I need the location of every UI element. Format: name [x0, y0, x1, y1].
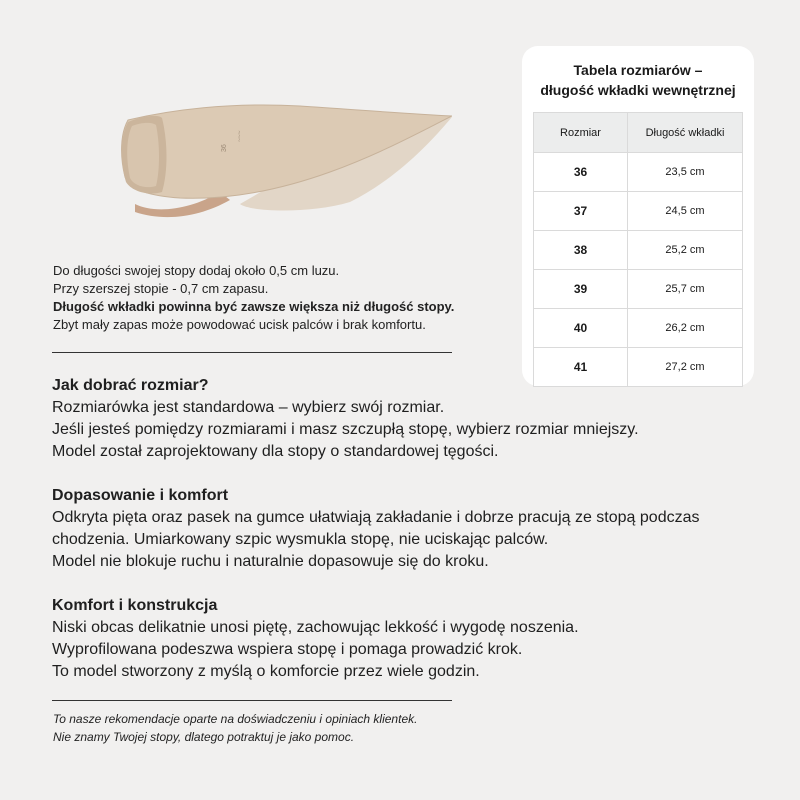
note-line: Zbyt mały zapas może powodować ucisk palców i brak komfortu. — [53, 317, 426, 332]
divider — [52, 700, 452, 701]
table-row — [534, 231, 743, 270]
section-line: Model nie blokuje ruchu i naturalnie dopasowuje się do kroku. — [52, 553, 489, 570]
table-row — [534, 270, 743, 309]
section-line: Odkryta pięta oraz pasek na gumce ułatwiają zakładanie i dobrze pracują ze stopą podczas — [52, 509, 700, 526]
length-cell: 25,2 cm — [628, 231, 743, 270]
size-notes — [53, 262, 513, 334]
section-line: Wyprofilowana podeszwa wspiera stopę i pomaga prowadzić krok. — [52, 641, 523, 658]
length-cell: 27,2 cm — [628, 348, 743, 387]
section-line: Jeśli jesteś pomiędzy rozmiarami i masz szczupłą stopę, wybierz rozmiar mniejszy. — [52, 421, 639, 438]
length-cell: 25,7 cm — [628, 270, 743, 309]
size-cell: 38 — [534, 231, 628, 270]
header-size: Rozmiar — [534, 113, 628, 153]
disclaimer-line: Nie znamy Twojej stopy, dlatego potraktuj je jako pomoc. — [53, 730, 355, 744]
size-cell: 40 — [534, 309, 628, 348]
size-table — [533, 112, 743, 387]
sole-brand-mark: ~~~ — [236, 130, 244, 142]
header-insole-length: Długość wkładki — [628, 113, 743, 153]
size-table-card — [522, 46, 754, 386]
disclaimer — [53, 710, 653, 746]
size-cell: 39 — [534, 270, 628, 309]
note-line-bold: Długość wkładki powinna być zawsze większa niż długość stopy. — [53, 299, 455, 314]
divider — [52, 352, 452, 353]
length-cell: 23,5 cm — [628, 153, 743, 192]
section-how-to-choose — [52, 375, 782, 463]
section-line: Niski obcas delikatnie unosi piętę, zachowując lekkość i wygodę noszenia. — [52, 619, 579, 636]
length-cell: 24,5 cm — [628, 192, 743, 231]
table-row — [534, 309, 743, 348]
section-heading: Dopasowanie i komfort — [52, 487, 229, 504]
size-table-title — [522, 60, 754, 100]
table-row — [534, 153, 743, 192]
section-line: To model stworzony z myślą o komforcie przez wiele godzin. — [52, 663, 480, 680]
note-line: Przy szerszej stopie - 0,7 cm zapasu. — [53, 281, 269, 296]
size-cell: 41 — [534, 348, 628, 387]
size-cell: 36 — [534, 153, 628, 192]
section-heading: Jak dobrać rozmiar? — [52, 377, 209, 394]
sole-size-mark: 36 — [221, 144, 228, 152]
table-row — [534, 192, 743, 231]
disclaimer-line: To nasze rekomendacje oparte na doświadczeniu i opiniach klientek. — [53, 712, 418, 726]
note-line: Do długości swojej stopy dodaj około 0,5 cm luzu. — [53, 263, 340, 278]
shoe-sole-image — [80, 92, 452, 224]
size-table-title-line: długość wkładki wewnętrznej — [540, 82, 736, 98]
section-construction — [52, 595, 782, 683]
size-table-title-line: Tabela rozmiarów – — [573, 62, 703, 78]
section-line: chodzenia. Umiarkowany szpic wysmukla stopę, nie uciskając palców. — [52, 531, 549, 548]
section-line: Rozmiarówka jest standardowa – wybierz swój rozmiar. — [52, 399, 445, 416]
section-heading: Komfort i konstrukcja — [52, 597, 218, 614]
section-line: Model został zaprojektowany dla stopy o standardowej tęgości. — [52, 443, 499, 460]
length-cell: 26,2 cm — [628, 309, 743, 348]
section-fit-comfort — [52, 485, 782, 573]
size-cell: 37 — [534, 192, 628, 231]
table-header-row — [534, 113, 743, 153]
table-row — [534, 348, 743, 387]
